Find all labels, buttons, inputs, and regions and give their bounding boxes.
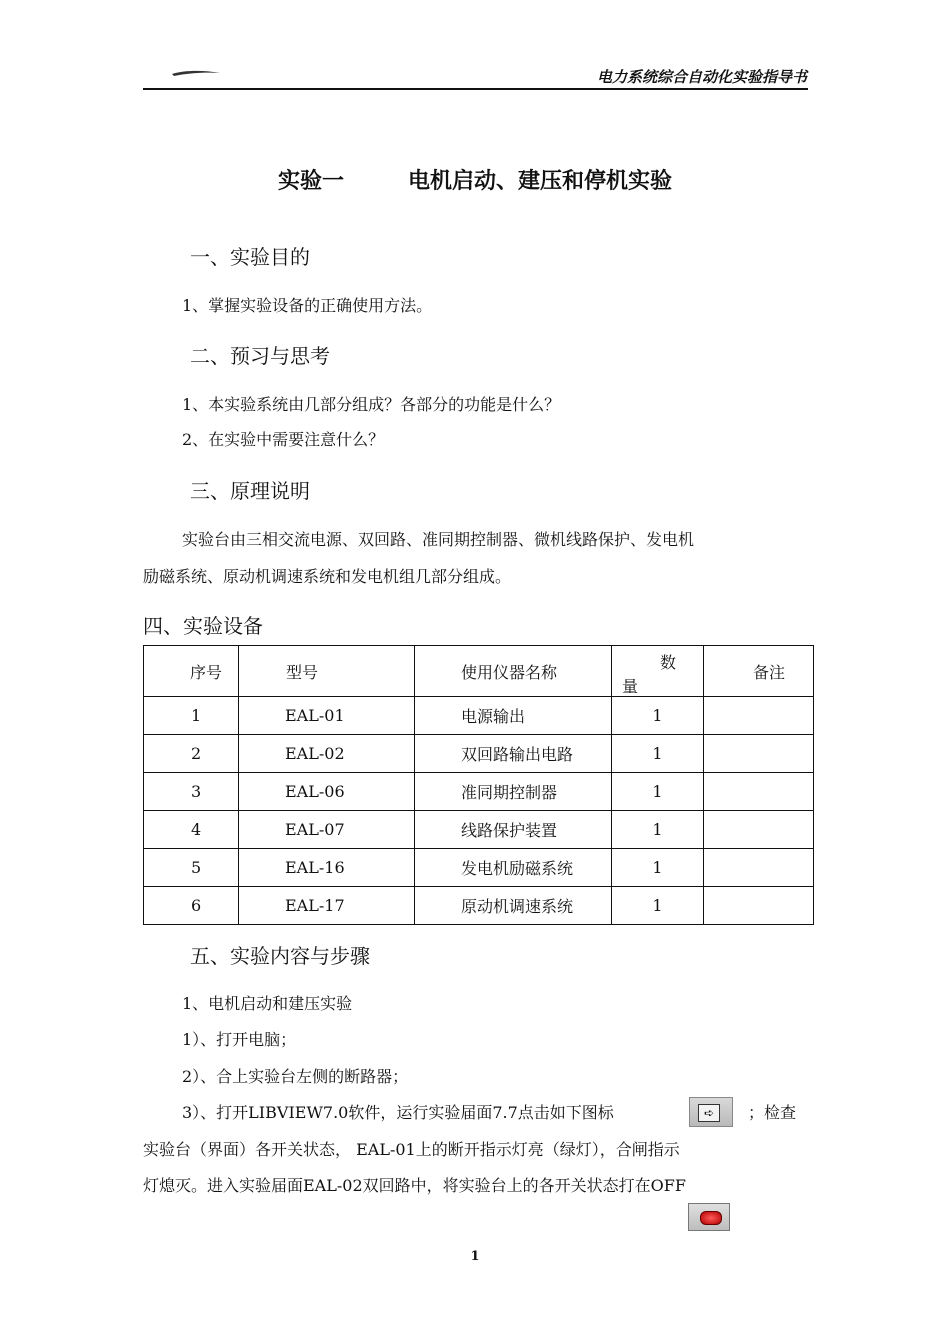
sec5-item-1: 1、电机启动和建压实验: [182, 994, 353, 1013]
table-cell-seq: 3: [144, 773, 239, 811]
table-cell-model: EAL-16: [239, 849, 415, 887]
sec5-step-2: 2）、合上实验台左侧的断路器；: [182, 1067, 409, 1086]
table-cell-qty: 1: [612, 849, 704, 887]
table-cell-seq: 5: [144, 849, 239, 887]
table-cell-qty: 1: [612, 811, 704, 849]
header-title: 电力系统综合自动化实验指导书: [596, 69, 807, 86]
table-cell-qty: 1: [612, 735, 704, 773]
sec5-step-3: 3）、打开LIBVIEW7.0软件，运行实验届面7.7点击如下图标: [182, 1103, 614, 1122]
table-cell-name: 电源输出: [415, 697, 612, 735]
sec5-line-c: 灯熄灭。进入实验届面EAL-02双回路中，将实验台上的各开关状态打在OFF: [143, 1176, 686, 1195]
sec5-step-1: 1）、打开电脑；: [182, 1030, 297, 1049]
table-cell-note: [704, 735, 814, 773]
table-header-name: 使用仪器名称: [415, 646, 612, 697]
table-cell-qty: 1: [612, 773, 704, 811]
table-cell-model: EAL-06: [239, 773, 415, 811]
table-cell-name: 原动机调速系统: [415, 887, 612, 925]
table-cell-seq: 4: [144, 811, 239, 849]
table-cell-name: 线路保护装置: [415, 811, 612, 849]
logo-swoosh-icon: [170, 68, 222, 78]
table-cell-model: EAL-01: [239, 697, 415, 735]
header-rule: [143, 88, 808, 90]
table-row: [144, 697, 814, 735]
table-header-qty-top: 数: [660, 653, 677, 672]
table-header-note: 备注: [704, 646, 814, 697]
doc-title-text: 电机启动、建压和停机实验: [408, 169, 673, 194]
run-arrow-icon: [689, 1097, 733, 1127]
section-heading-3: 三、原理说明: [190, 479, 310, 503]
table-cell-name: 发电机励磁系统: [415, 849, 612, 887]
stop-button-icon: [688, 1203, 730, 1231]
section-heading-1: 一、实验目的: [190, 245, 310, 269]
page-number: 1: [470, 1249, 480, 1264]
section-heading-2: 二、预习与思考: [190, 344, 330, 368]
table-row: [144, 811, 814, 849]
sec2-item-1: 1、本实验系统由几部分组成？各部分的功能是什么？: [182, 395, 561, 414]
table-cell-note: [704, 811, 814, 849]
table-cell-model: EAL-17: [239, 887, 415, 925]
equipment-table: [143, 645, 814, 925]
sec2-item-2: 2、在实验中需要注意什么？: [182, 430, 385, 449]
red-lamp-icon: [700, 1211, 722, 1225]
table-row: [144, 887, 814, 925]
sec1-item-1: 1、掌握实验设备的正确使用方法。: [182, 296, 433, 315]
table-cell-seq: 6: [144, 887, 239, 925]
table-header-qty-bottom: 量: [622, 677, 639, 696]
table-header-seq: 序号: [144, 646, 239, 697]
arrow-right-icon: ➪: [698, 1104, 720, 1122]
table-cell-seq: 1: [144, 697, 239, 735]
doc-title-number: 实验一: [277, 169, 344, 194]
table-cell-note: [704, 887, 814, 925]
table-row: [144, 735, 814, 773]
table-cell-note: [704, 697, 814, 735]
sec3-line-1: 实验台由三相交流电源、双回路、准同期控制器、微机线路保护、发电机: [182, 530, 695, 549]
table-cell-name: 准同期控制器: [415, 773, 612, 811]
table-cell-note: [704, 773, 814, 811]
sec5-step-3-tail: ；检查: [748, 1103, 797, 1122]
table-cell-qty: 1: [612, 697, 704, 735]
table-cell-name: 双回路输出电路: [415, 735, 612, 773]
table-cell-seq: 2: [144, 735, 239, 773]
table-cell-note: [704, 849, 814, 887]
doc-title: [0, 164, 950, 195]
table-cell-model: EAL-02: [239, 735, 415, 773]
sec5-line-b: 实验台（界面）各开关状态， EAL-01上的断开指示灯亮（绿灯），合闸指示: [143, 1140, 680, 1159]
table-header-row: [144, 646, 814, 697]
section-heading-5: 五、实验内容与步骤: [190, 944, 370, 968]
table-cell-qty: 1: [612, 887, 704, 925]
sec3-line-2: 励磁系统、原动机调速系统和发电机组几部分组成。: [143, 567, 512, 586]
table-row: [144, 849, 814, 887]
table-row: [144, 773, 814, 811]
table-cell-model: EAL-07: [239, 811, 415, 849]
section-heading-4: 四、实验设备: [143, 614, 263, 638]
table-header-qty: [612, 646, 704, 697]
table-header-model: 型号: [239, 646, 415, 697]
